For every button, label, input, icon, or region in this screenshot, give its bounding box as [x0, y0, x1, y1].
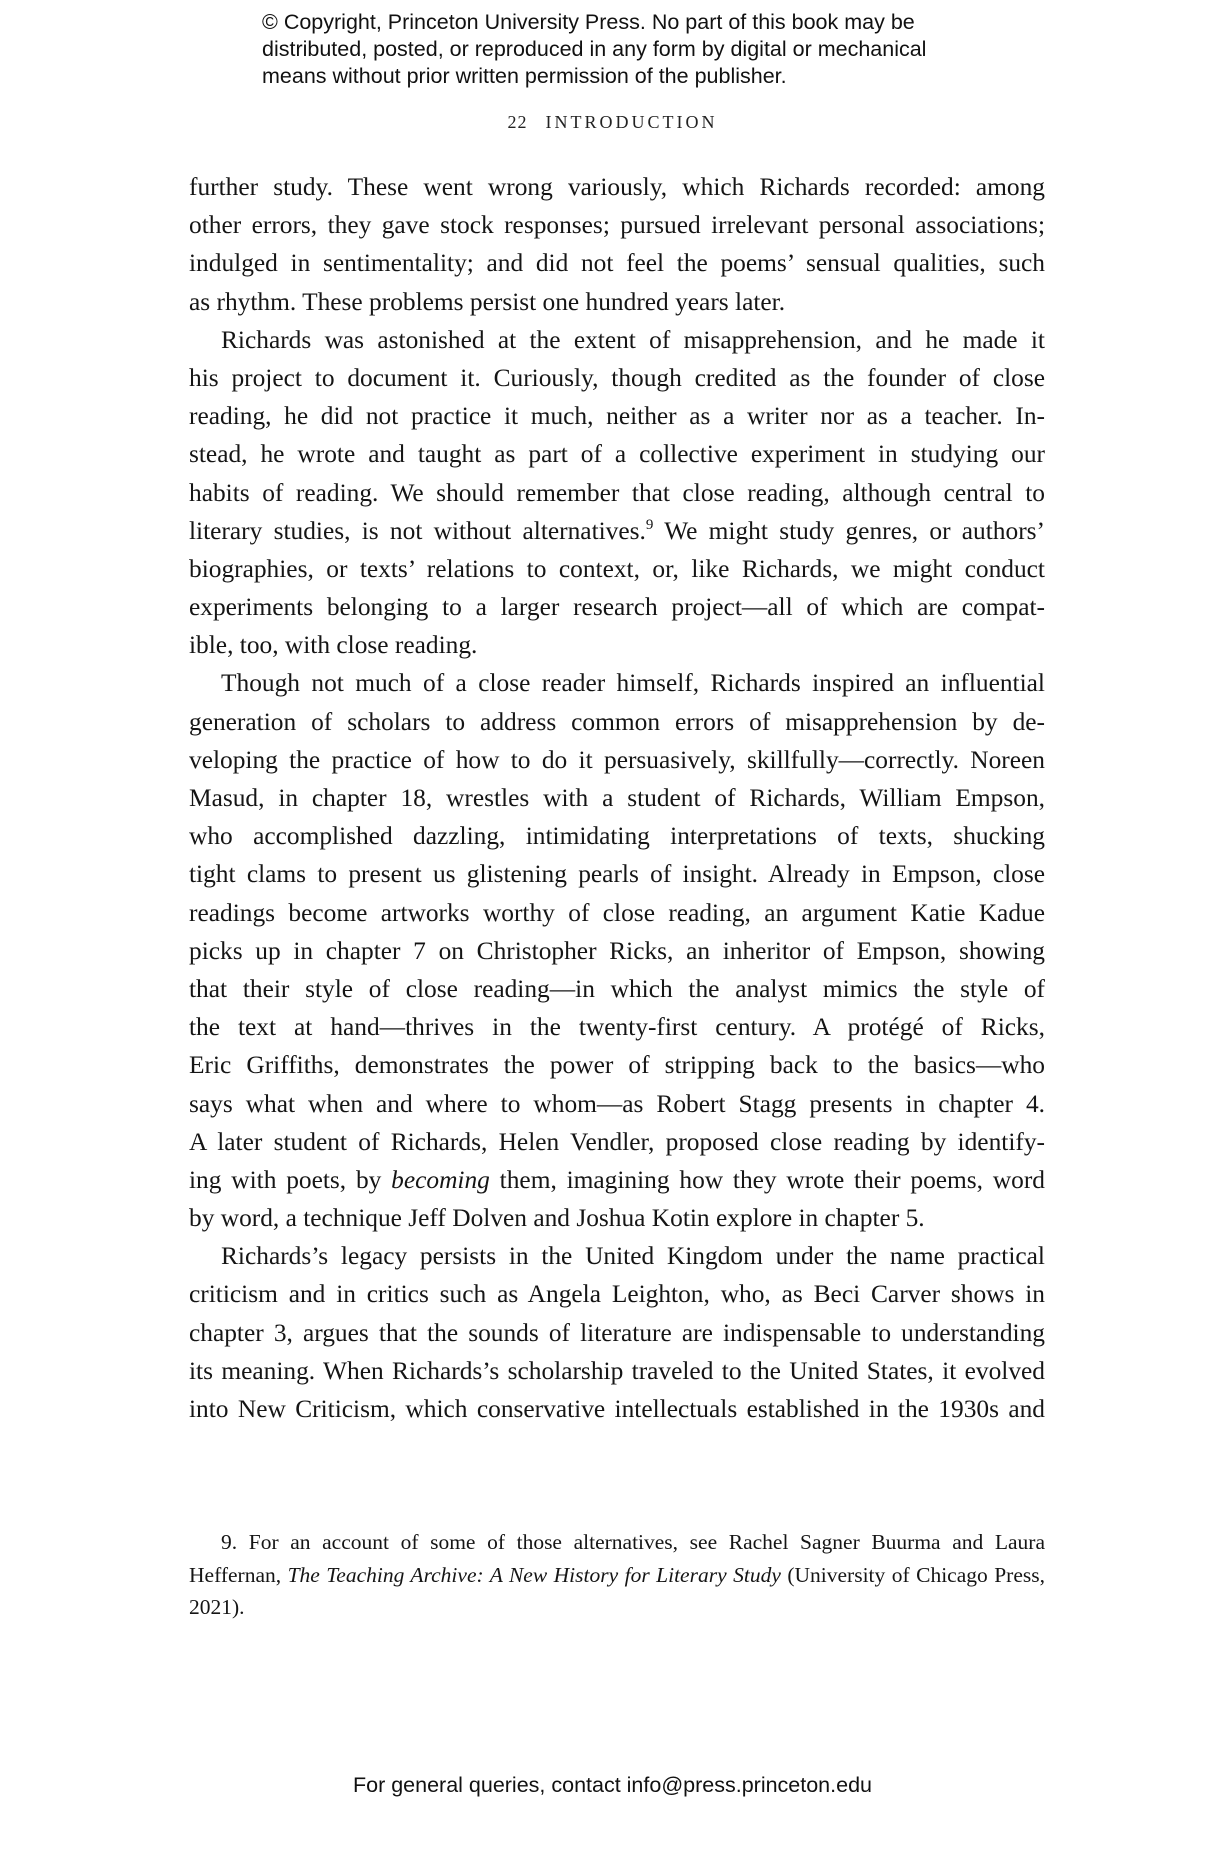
running-head [0, 112, 1225, 133]
text-line: the text at hand—thrives in the twenty-first century. A protégé of Ricks, [189, 1013, 1045, 1042]
text-line: picks up in chapter 7 on Christopher Ricks, an inheritor of Empson, showing [189, 936, 1045, 965]
text-line: readings become artworks worthy of close reading, an argument Katie Kadue [189, 898, 1045, 927]
text-segment: (University of Chicago Press, [780, 1562, 1045, 1587]
text-line: by word, a technique Jeff Dolven and Joshua Kotin explore in chapter 5. [189, 1204, 925, 1233]
text-line: criticism and in critics such as Angela Leighton, who, as Beci Carver shows in [189, 1280, 1045, 1309]
text-line: as rhythm. These problems persist one hundred years later. [189, 287, 786, 316]
text-line: further study. These went wrong variously, which Richards recorded: among [189, 173, 1045, 201]
text-segment: ing with poets, by [189, 1165, 392, 1194]
text-line: its meaning. When Richards’s scholarship traveled to the United States, it evolved [189, 1356, 1045, 1385]
contact-footer: For general queries, contact info@press.princeton.edu [352, 1773, 872, 1797]
emphasis: becoming [391, 1165, 490, 1194]
text-line: Richards was astonished at the extent of misapprehension, and he made it [221, 325, 1045, 354]
text-line [189, 1161, 1045, 1199]
footnote-line: 2021). [189, 1595, 245, 1619]
text-line: into New Criticism, which conservative intellectuals established in the 1930s and [189, 1395, 1045, 1423]
body-text [189, 168, 1045, 1428]
text-line: habits of reading. We should remember that close reading, although central to [189, 478, 1045, 507]
text-line: his project to document it. Curiously, though credited as the founder of close [189, 363, 1045, 392]
text-segment: Heffernan, [189, 1562, 288, 1587]
text-line: Richards’s legacy persists in the United Kingdom under the name practical [221, 1242, 1045, 1271]
text-line: Masud, in chapter 18, wrestles with a student of Richards, William Empson, [189, 784, 1045, 812]
footnote-line [189, 1559, 1045, 1592]
text-line: reading, he did not practice it much, neither as a writer nor as a teacher. In- [189, 402, 1045, 431]
copyright-line: © Copyright, Princeton University Press. No part of this book may be [262, 10, 915, 34]
text-line [189, 512, 1045, 550]
copyright-line: distributed, posted, or reproduced in any form by digital or mechanical [262, 37, 927, 61]
text-line: that their style of close reading—in which the analyst mimics the style of [189, 974, 1045, 1003]
text-line: experiments belonging to a larger research project—all of which are compat- [189, 593, 1045, 622]
copyright-notice [262, 9, 1022, 90]
text-line: A later student of Richards, Helen Vendler, proposed close reading by identify- [189, 1127, 1045, 1156]
footnote-line: 9. For an account of some of those alternatives, see Rachel Sagner Buurma and Laura [221, 1530, 1045, 1554]
page-number: 22 [507, 112, 528, 132]
text-line: veloping the practice of how to do it persuasively, skillfully—correctly. Noreen [189, 745, 1045, 774]
text-line: Though not much of a close reader himself, Richards inspired an influential [221, 669, 1045, 698]
book-title: The Teaching Archive: A New History for Literary Study [287, 1562, 781, 1587]
text-line: says what when and where to whom—as Robert Stagg presents in chapter 4. [189, 1089, 1045, 1118]
text-line: tight clams to present us glistening pearls of insight. Already in Empson, close [189, 860, 1045, 889]
footnote [189, 1526, 1045, 1624]
text-line: ible, too, with close reading. [189, 631, 478, 660]
text-segment: them, imagining how they wrote their poems, word [489, 1165, 1046, 1194]
text-line: generation of scholars to address common errors of misapprehension by de- [189, 707, 1045, 736]
footnote-ref: 9 [645, 516, 654, 533]
text-line: indulged in sentimentality; and did not feel the poems’ sensual qualities, such [189, 249, 1045, 278]
text-line: who accomplished dazzling, intimidating interpretations of texts, shucking [189, 822, 1045, 851]
text-line: other errors, they gave stock responses; pursued irrelevant personal associations; [189, 211, 1045, 240]
text-line: Eric Griffiths, demonstrates the power of stripping back to the basics—who [189, 1051, 1045, 1080]
text-segment: literary studies, is not without alternatives. [189, 516, 646, 545]
text-line: biographies, or texts’ relations to context, or, like Richards, we might conduct [189, 554, 1045, 583]
copyright-line: means without prior written permission of the publisher. [262, 64, 787, 88]
text-line: stead, he wrote and taught as part of a collective experiment in studying our [189, 440, 1045, 469]
chapter-title: INTRODUCTION [545, 112, 718, 132]
text-line: chapter 3, argues that the sounds of literature are indispensable to understanding [189, 1318, 1045, 1347]
text-segment: We might study genres, or authors’ [653, 516, 1045, 545]
